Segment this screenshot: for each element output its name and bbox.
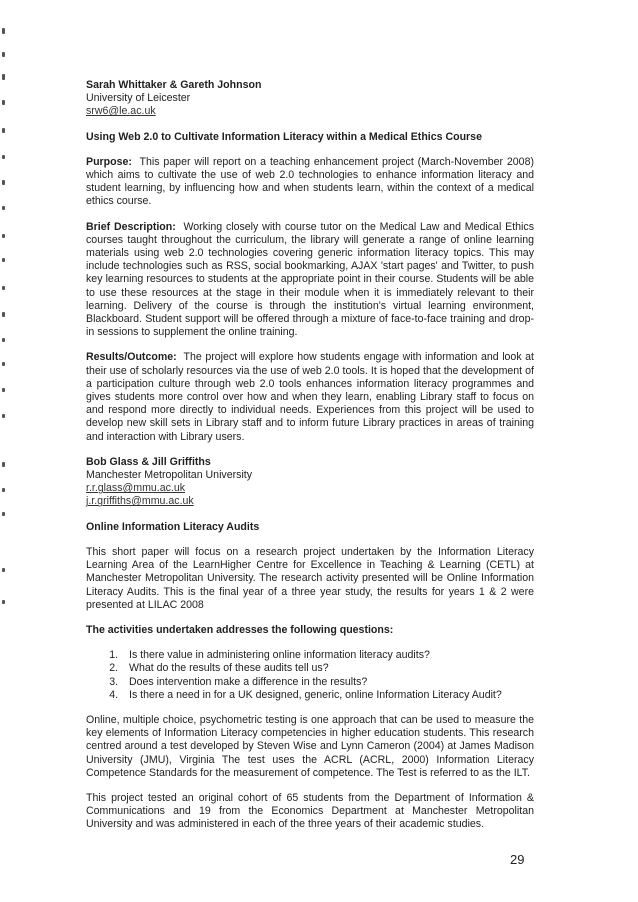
scan-mark [2, 74, 5, 80]
paper-title: Online Information Literacy Audits [86, 520, 260, 533]
list-item: 3. Does intervention make a difference in the results? [121, 676, 534, 689]
scan-mark [2, 128, 5, 133]
scan-mark [2, 568, 5, 572]
authors: Sarah Whittaker & Gareth Johnson [86, 79, 262, 91]
testing-paragraph: Online, multiple choice, psychometric testing is one approach that can be used to measure the key elements of Information Literacy competencies in higher education students. This research centred around a test developed by Steven Wise and Lynn Cameron (2004) at James Madison University (JMU), Virginia The test uses the ACRL (ACRL, 2000) Information Literacy Competence Standards for the measurement of competence. The Test is referred to as the ILT. [86, 713, 534, 779]
page-content [86, 79, 534, 844]
scan-mark [2, 312, 5, 317]
page-number: 29 [510, 852, 525, 867]
list-item: 1. Is there value in administering online information literacy audits? [121, 649, 534, 662]
scan-mark [2, 52, 5, 57]
scan-edge-marks [2, 0, 10, 902]
scan-mark [2, 462, 5, 467]
email-link[interactable]: r.r.glass@mmu.ac.uk [86, 482, 186, 495]
author-block-2 [86, 456, 534, 509]
author-block-1 [86, 79, 534, 119]
scan-mark [2, 414, 5, 418]
scan-mark [2, 338, 5, 342]
scan-mark [2, 234, 5, 238]
results-text: The project will explore how students engage with information and look at their use of scholarly resources via the use of web 2.0 tools. It is hoped that the development of a participation culture through web 2.0 tools enhances information literacy programmes and gives students more control over how and when they learn, enabling Library staff to focus on and respond more directly to individual needs. Experiences from this project will be used to develop new skill sets in Library staff and to inform future Library practices in areas of training and interaction with Library users. [86, 351, 534, 443]
scan-mark [2, 180, 5, 185]
cohort-paragraph: This project tested an original cohort of 65 students from the Department of Information & Communications and 19 from the Economics Department at Manchester Metropolitan University and was administered in each of the three years of their academic studies. [86, 791, 534, 831]
intro-paragraph: This short paper will focus on a research project undertaken by the Information Literacy Learning Area of the LearnHigher Centre for Excellence in Teaching & Learning (CETL) at Manchester Metropolitan University. The research activity presented will be Online Information Literacy Audits. This is the final year of a three year study, the results for years 1 & 2 were presented at LILAC 2008 [86, 545, 534, 611]
scan-mark [2, 206, 5, 210]
email-link[interactable]: srw6@le.ac.uk [86, 105, 156, 118]
results-paragraph [86, 351, 534, 443]
list-item: 2. What do the results of these audits tell us? [121, 662, 534, 675]
questions-list [86, 649, 534, 702]
scan-mark [2, 362, 5, 366]
authors: Bob Glass & Jill Griffiths [86, 455, 211, 468]
purpose-paragraph [86, 156, 534, 209]
purpose-text: This paper will report on a teaching enhancement project (March-November 2008) which aims to cultivate the use of web 2.0 technologies to enhance information literacy and student learning, by influencing how and when students learn, within the context of a medical ethics course. [86, 155, 534, 208]
scan-mark [2, 155, 5, 159]
affiliation: University of Leicester [86, 92, 191, 105]
brief-description-text: Working closely with course tutor on the Medical Law and Medical Ethics courses taught throughout the curriculum, the library will generate a range of online learning materials using web 2.0 technologies covering generic information literacy topics. This may include technologies such as RSS, social bookmarking, AJAX 'start pages' and Twitter, to push key learning resources to students at the appropriate point in their course. Students will be able to use these resources at the stage in their module when it is immediately relevant to their learning. Delivery of the course is through the institution's virtual learning environment, Blackboard. Student support will be offered through a mixture of face-to-face training and drop-in sessions to supplement the online training. [86, 220, 534, 339]
scan-mark [2, 488, 5, 492]
questions-heading: The activities undertaken addresses the following questions: [86, 623, 394, 636]
scan-mark [2, 28, 5, 34]
scan-mark [2, 600, 5, 604]
brief-description-paragraph [86, 221, 534, 340]
scan-mark [2, 512, 5, 516]
list-item: 4. Is there a need in for a UK designed, generic, online Information Literacy Audit? [121, 689, 534, 702]
scan-mark [2, 100, 5, 105]
email-link[interactable]: j.r.griffiths@mmu.ac.uk [86, 495, 194, 508]
brief-description-label: Brief Description: [86, 220, 176, 233]
scan-mark [2, 286, 5, 290]
scan-mark [2, 388, 5, 392]
results-label: Results/Outcome: [86, 351, 177, 364]
purpose-label: Purpose: [86, 155, 132, 168]
scan-mark [2, 258, 5, 262]
affiliation: Manchester Metropolitan University [86, 469, 253, 482]
paper-title: Using Web 2.0 to Cultivate Information Literacy within a Medical Ethics Course [86, 130, 482, 143]
